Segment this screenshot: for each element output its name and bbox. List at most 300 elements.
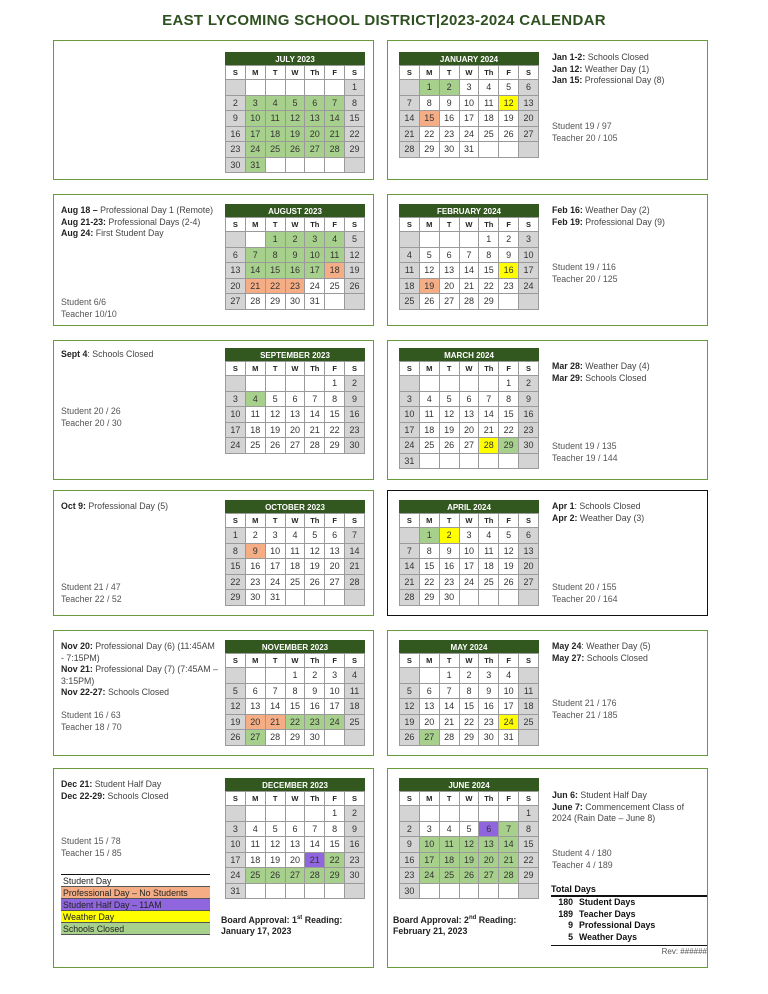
total-num: 9 [568, 920, 573, 931]
total-num: 189 [558, 908, 573, 919]
day-cell [325, 294, 345, 310]
weekday-header: Th [305, 66, 325, 80]
day-cell: 21 [245, 278, 265, 294]
day-cell: 30 [305, 730, 325, 746]
day-cell: 3 [245, 95, 265, 111]
day-cell: 19 [305, 559, 325, 575]
weekday-header: F [499, 66, 519, 80]
day-cell: 6 [245, 683, 265, 699]
weekday-header: M [245, 514, 265, 528]
counts-may [552, 698, 618, 721]
day-cell: 30 [245, 590, 265, 606]
weekday-header: S [400, 792, 420, 806]
day-cell: 27 [226, 294, 246, 310]
day-cell: 21 [400, 574, 420, 590]
day-cell: 2 [519, 376, 539, 392]
day-cell: 20 [479, 852, 499, 868]
day-cell: 7 [479, 391, 499, 407]
day-cell [345, 730, 365, 746]
event-note: Feb 19: Professional Day (9) [552, 216, 665, 227]
weekday-header: S [400, 66, 420, 80]
day-cell [325, 730, 345, 746]
day-cell: 24 [245, 142, 265, 158]
day-cell: 12 [285, 111, 305, 127]
day-cell: 1 [345, 80, 365, 96]
day-cell [305, 806, 325, 822]
month-title: NOVEMBER 2023 [225, 640, 365, 653]
day-cell [519, 883, 539, 899]
day-cell: 1 [325, 806, 345, 822]
day-cell: 1 [285, 668, 305, 684]
day-cell: 18 [285, 559, 305, 575]
day-cell: 19 [345, 263, 365, 279]
day-cell: 1 [519, 806, 539, 822]
day-cell: 21 [400, 126, 420, 142]
weekday-header: Th [305, 792, 325, 806]
day-cell: 18 [345, 699, 365, 715]
day-cell: 15 [519, 837, 539, 853]
event-note: Nov 22-27: Schools Closed [61, 687, 170, 697]
day-cell [325, 590, 345, 606]
day-cell: 11 [285, 543, 305, 559]
day-count: Teacher 18 / 70 [61, 721, 122, 732]
day-cell [345, 590, 365, 606]
day-cell: 16 [285, 263, 305, 279]
day-cell: 27 [285, 438, 305, 454]
day-cell [245, 232, 265, 248]
day-cell: 22 [226, 574, 246, 590]
day-cell: 20 [439, 278, 459, 294]
day-cell [265, 376, 285, 392]
day-cell: 27 [305, 142, 325, 158]
weekday-header: W [459, 654, 479, 668]
day-cell: 3 [305, 232, 325, 248]
day-cell: 14 [345, 543, 365, 559]
day-cell [459, 590, 479, 606]
day-cell [519, 668, 539, 684]
day-cell: 3 [226, 391, 246, 407]
day-cell [226, 806, 246, 822]
day-count: Teacher 10/10 [61, 308, 117, 319]
day-cell: 24 [499, 714, 519, 730]
day-cell: 19 [499, 559, 519, 575]
weekday-header: S [345, 514, 365, 528]
day-cell: 11 [479, 543, 499, 559]
legend-student-day: Student Day [61, 875, 210, 887]
day-cell: 5 [265, 821, 285, 837]
legend-professional-day: Professional Day – No Students [61, 887, 210, 899]
total-label: Teacher Days [579, 908, 636, 919]
event-note: Dec 21: Student Half Day [61, 779, 162, 789]
day-cell: 2 [439, 528, 459, 544]
day-cell: 20 [419, 714, 439, 730]
day-cell: 19 [419, 278, 439, 294]
total-row [551, 932, 707, 944]
day-cell: 29 [325, 438, 345, 454]
weekday-header: M [419, 66, 439, 80]
day-cell [285, 80, 305, 96]
weekday-header: F [325, 362, 345, 376]
weekday-header: M [419, 218, 439, 232]
day-cell [499, 590, 519, 606]
day-cell: 5 [345, 232, 365, 248]
weekday-header: T [439, 218, 459, 232]
day-count: Teacher 4 / 189 [552, 859, 613, 870]
day-cell [245, 806, 265, 822]
weekday-header: Th [479, 792, 499, 806]
weekday-header: T [439, 654, 459, 668]
day-cell: 30 [439, 142, 459, 158]
day-cell [226, 80, 246, 96]
weekday-header: S [226, 654, 246, 668]
day-cell: 6 [519, 80, 539, 96]
day-cell: 20 [305, 126, 325, 142]
event-note: May 24: Weather Day (5) [552, 641, 651, 651]
day-cell: 6 [305, 95, 325, 111]
weekday-header: S [226, 218, 246, 232]
day-cell: 13 [245, 699, 265, 715]
notes-may [552, 641, 702, 664]
day-cell: 3 [459, 528, 479, 544]
event-note: Apr 1: Schools Closed [552, 501, 641, 511]
day-cell: 29 [479, 294, 499, 310]
day-cell: 4 [245, 391, 265, 407]
day-cell: 12 [265, 407, 285, 423]
event-note: Jan 1-2: Schools Closed [552, 52, 649, 62]
day-count: Student 16 / 63 [61, 710, 121, 720]
day-count: Student 21 / 176 [552, 698, 617, 708]
day-cell: 8 [325, 391, 345, 407]
day-cell: 2 [499, 232, 519, 248]
day-cell [459, 376, 479, 392]
day-cell [305, 883, 325, 899]
day-cell: 9 [439, 543, 459, 559]
day-cell: 30 [345, 868, 365, 884]
day-cell: 17 [226, 422, 246, 438]
weekday-header: S [519, 792, 539, 806]
day-cell: 4 [285, 528, 305, 544]
day-cell: 17 [305, 263, 325, 279]
day-cell: 21 [305, 422, 325, 438]
day-cell: 25 [265, 142, 285, 158]
day-cell: 17 [400, 422, 420, 438]
month-title: JUNE 2024 [399, 778, 539, 791]
day-cell: 24 [226, 438, 246, 454]
day-cell: 6 [439, 247, 459, 263]
day-cell [226, 668, 246, 684]
day-cell: 21 [305, 852, 325, 868]
day-cell: 23 [345, 852, 365, 868]
day-cell: 24 [459, 126, 479, 142]
day-cell: 19 [439, 422, 459, 438]
notes-apr [552, 501, 702, 524]
board1-label: Board Approval: 1 [221, 914, 297, 925]
day-cell: 21 [499, 852, 519, 868]
day-cell [439, 806, 459, 822]
weekday-header: W [285, 792, 305, 806]
day-cell: 13 [285, 407, 305, 423]
day-cell: 15 [479, 263, 499, 279]
day-count: Student 19 / 97 [552, 121, 612, 131]
day-cell: 23 [285, 278, 305, 294]
day-cell: 13 [459, 407, 479, 423]
weekday-header: F [499, 654, 519, 668]
day-cell: 15 [325, 837, 345, 853]
day-cell: 22 [519, 852, 539, 868]
day-cell: 16 [345, 407, 365, 423]
weekday-header: S [226, 514, 246, 528]
day-cell: 23 [439, 574, 459, 590]
weekday-header: F [499, 362, 519, 376]
day-cell: 12 [499, 543, 519, 559]
day-cell [419, 232, 439, 248]
day-cell: 28 [439, 730, 459, 746]
day-cell [479, 806, 499, 822]
day-cell: 14 [459, 263, 479, 279]
day-cell: 15 [325, 407, 345, 423]
calendar-oct [225, 500, 365, 606]
day-cell: 10 [459, 543, 479, 559]
day-cell: 16 [519, 407, 539, 423]
notes-jan [552, 52, 702, 87]
day-count: Teacher 22 / 52 [61, 593, 122, 604]
day-cell: 11 [519, 683, 539, 699]
event-note: May 27: Schools Closed [552, 652, 648, 663]
weekday-header: M [419, 792, 439, 806]
day-count: Teacher 21 / 185 [552, 709, 618, 720]
day-cell [400, 806, 420, 822]
day-cell: 7 [325, 95, 345, 111]
day-cell: 18 [519, 699, 539, 715]
day-cell [419, 883, 439, 899]
day-cell: 27 [245, 730, 265, 746]
day-cell: 16 [345, 837, 365, 853]
day-cell: 9 [439, 95, 459, 111]
weekday-header: M [245, 218, 265, 232]
day-cell: 25 [245, 868, 265, 884]
day-cell: 7 [459, 247, 479, 263]
month-title: MARCH 2024 [399, 348, 539, 361]
day-cell [400, 80, 420, 96]
day-cell: 17 [459, 559, 479, 575]
day-cell: 18 [400, 278, 420, 294]
day-cell: 20 [325, 559, 345, 575]
day-cell: 4 [265, 95, 285, 111]
month-title: DECEMBER 2023 [225, 778, 365, 791]
day-cell [419, 668, 439, 684]
day-cell: 8 [325, 821, 345, 837]
day-cell: 22 [325, 422, 345, 438]
day-cell: 10 [419, 837, 439, 853]
day-cell: 4 [479, 528, 499, 544]
day-cell [345, 883, 365, 899]
day-count: Teacher 19 / 144 [552, 452, 618, 463]
day-cell [400, 232, 420, 248]
weekday-header: Th [305, 654, 325, 668]
day-cell: 4 [419, 391, 439, 407]
day-cell [265, 668, 285, 684]
calendar-may [399, 640, 539, 746]
day-cell: 28 [459, 294, 479, 310]
board-approval-1 [221, 913, 342, 938]
day-cell: 20 [245, 714, 265, 730]
day-cell: 14 [305, 837, 325, 853]
notes-feb [552, 205, 702, 228]
day-cell: 11 [400, 263, 420, 279]
day-cell: 4 [439, 821, 459, 837]
day-cell [519, 590, 539, 606]
day-cell: 29 [265, 294, 285, 310]
day-cell: 1 [265, 232, 285, 248]
legend-schools-closed: Schools Closed [61, 923, 210, 935]
day-cell: 9 [285, 247, 305, 263]
day-cell: 14 [245, 263, 265, 279]
weekday-header: S [400, 514, 420, 528]
day-cell: 12 [305, 543, 325, 559]
day-cell: 1 [325, 376, 345, 392]
day-cell: 19 [499, 111, 519, 127]
day-cell: 25 [439, 868, 459, 884]
day-cell: 25 [400, 294, 420, 310]
day-cell: 21 [439, 714, 459, 730]
day-count: Student 21 / 47 [61, 582, 121, 592]
weekday-header: S [345, 218, 365, 232]
weekday-header: Th [305, 514, 325, 528]
day-cell [519, 142, 539, 158]
weekday-header: S [226, 362, 246, 376]
day-cell: 8 [419, 543, 439, 559]
day-cell [245, 80, 265, 96]
day-cell [345, 157, 365, 173]
day-cell [305, 80, 325, 96]
weekday-header: T [265, 654, 285, 668]
day-count: Student 20 / 155 [552, 582, 617, 592]
day-cell: 31 [245, 157, 265, 173]
day-cell: 26 [226, 730, 246, 746]
day-cell: 4 [345, 668, 365, 684]
event-note: June 7: Commencement Class of 2024 (Rain Date – June 8) [552, 801, 685, 823]
counts-dec [61, 836, 122, 859]
day-cell [400, 376, 420, 392]
day-cell [285, 883, 305, 899]
day-cell [419, 376, 439, 392]
day-cell: 27 [479, 868, 499, 884]
day-cell: 11 [265, 111, 285, 127]
day-cell: 25 [479, 574, 499, 590]
day-cell: 20 [519, 111, 539, 127]
day-cell: 25 [325, 278, 345, 294]
day-cell: 19 [226, 714, 246, 730]
day-cell [305, 590, 325, 606]
event-note: Jan 15: Professional Day (8) [552, 75, 665, 85]
day-cell: 26 [285, 142, 305, 158]
day-cell: 24 [265, 574, 285, 590]
day-cell: 10 [226, 407, 246, 423]
day-cell: 4 [499, 668, 519, 684]
day-cell [419, 806, 439, 822]
day-cell [479, 142, 499, 158]
weekday-header: S [400, 362, 420, 376]
weekday-header: S [519, 654, 539, 668]
day-cell: 20 [285, 422, 305, 438]
day-cell [285, 590, 305, 606]
day-cell [400, 528, 420, 544]
day-cell: 15 [265, 263, 285, 279]
total-label: Student Days [579, 897, 636, 907]
day-cell: 28 [499, 868, 519, 884]
weekday-header: M [419, 362, 439, 376]
day-cell: 8 [285, 683, 305, 699]
day-count: Teacher 20 / 125 [552, 273, 618, 284]
day-cell: 21 [345, 559, 365, 575]
day-cell: 27 [285, 868, 305, 884]
day-cell [459, 806, 479, 822]
weekday-header: S [345, 66, 365, 80]
day-cell: 13 [285, 837, 305, 853]
event-note: Apr 2: Weather Day (3) [552, 512, 645, 523]
day-cell: 26 [419, 294, 439, 310]
day-cell: 22 [499, 422, 519, 438]
calendar-nov [225, 640, 365, 746]
weekday-header: S [519, 66, 539, 80]
day-cell [459, 883, 479, 899]
weekday-header: T [265, 514, 285, 528]
day-cell: 28 [325, 142, 345, 158]
calendar-jan [399, 52, 539, 158]
weekday-header: S [400, 654, 420, 668]
day-cell: 28 [400, 142, 420, 158]
day-cell [226, 232, 246, 248]
weekday-header: F [325, 218, 345, 232]
day-cell: 6 [285, 821, 305, 837]
day-cell: 8 [226, 543, 246, 559]
day-cell: 20 [459, 422, 479, 438]
day-cell: 18 [479, 111, 499, 127]
day-cell: 9 [245, 543, 265, 559]
day-cell: 16 [439, 559, 459, 575]
day-cell: 22 [285, 714, 305, 730]
day-cell: 27 [459, 438, 479, 454]
day-count: Teacher 20 / 105 [552, 132, 618, 143]
day-cell: 22 [325, 852, 345, 868]
day-cell: 7 [499, 821, 519, 837]
event-note: Dec 22-29: Schools Closed [61, 790, 169, 801]
day-cell [285, 806, 305, 822]
day-cell: 13 [479, 837, 499, 853]
day-cell: 9 [345, 821, 365, 837]
day-cell: 15 [345, 111, 365, 127]
day-count: Student 4 / 180 [552, 848, 612, 858]
day-cell: 3 [325, 668, 345, 684]
day-cell: 18 [325, 263, 345, 279]
day-cell: 25 [285, 574, 305, 590]
day-cell: 31 [499, 730, 519, 746]
day-cell [265, 157, 285, 173]
day-cell: 11 [419, 407, 439, 423]
weekday-header: W [459, 66, 479, 80]
day-cell: 7 [265, 683, 285, 699]
day-cell: 30 [226, 157, 246, 173]
day-cell: 29 [345, 142, 365, 158]
day-cell: 19 [285, 126, 305, 142]
day-cell: 7 [305, 391, 325, 407]
weekday-header: T [265, 362, 285, 376]
day-cell [419, 453, 439, 469]
weekday-header: W [459, 362, 479, 376]
day-cell: 26 [439, 438, 459, 454]
day-cell: 23 [519, 422, 539, 438]
day-cell: 22 [459, 714, 479, 730]
